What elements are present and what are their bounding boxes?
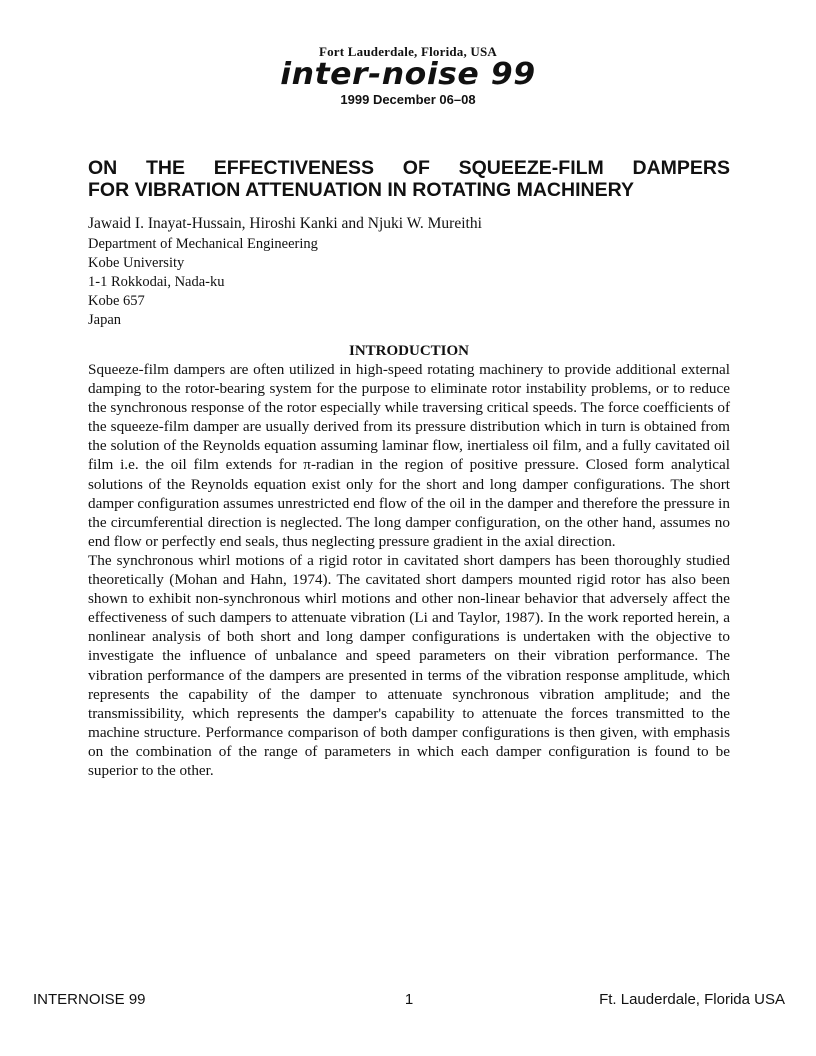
footer-location: Ft. Lauderdale, Florida USA [599,991,785,1008]
conference-header [0,44,816,109]
affiliation-department: Department of Mechanical Engineering [88,236,318,252]
section-heading: INTRODUCTION [348,343,469,359]
affiliation-street: 1-1 Rokkodai, Nada-ku [88,274,225,290]
page-number: 1 [404,991,414,1008]
page-footer [33,990,785,1010]
affiliation-country: Japan [88,312,122,328]
internoise-logo: inter-noise 99 [280,57,536,92]
introduction-body [88,360,730,780]
footer-conference-name: INTERNOISE 99 [33,991,146,1008]
paragraph: The synchronous whirl motions of a rigid rotor in cavitated short dampers has been thoroughly studied theoretically (Mohan and Hahn, 1974). The cavitated short dampers mounted rigid rotor has also been shown to exhibit non-synchronous whirl motions and other non-linear behavior that adversely affect the effectiveness of such dampers to attenuate vibration (Li and Taylor, 1987). In the work reported herein, a nonlinear analysis of both short and long damper configurations is undertaken with the objective to investigate the influence of unbalance and speed parameters on their vibration performance. The vibration performance of the dampers are presented in terms of the vibration response amplitude, which represents the capability of the damper to attenuate synchronous vibration amplitude; and the transmissibility, which represents the damper's capability to attenuate the forces transmitted to the machine structure. Performance comparison of both damper configurations is then given, with emphasis on the combination of the range of parameters in which each damper configuration is found to be superior to the other. [88,551,730,779]
paper-title [88,157,730,201]
author-list: Jawaid I. Inayat-Hussain, Hiroshi Kanki and Njuki W. Mureithi [88,215,482,232]
paper-title-line-2: FOR VIBRATION ATTENUATION IN ROTATING MACHINERY [88,179,634,201]
paper-title-line-1: ON THE EFFECTIVENESS OF SQUEEZE-FILM DAMPERS [88,157,730,179]
affiliation-university: Kobe University [88,255,185,271]
affiliation-city: Kobe 657 [88,293,145,309]
conference-location: Fort Lauderdale, Florida, USA [318,44,498,59]
affiliation-block [88,235,318,330]
conference-dates: 1999 December 06–08 [340,92,476,107]
paragraph: Squeeze-film dampers are often utilized in high-speed rotating machinery to provide additional external damping to the rotor-bearing system for the purpose to eliminate rotor instability problems, or to reduce the synchronous response of the rotor especially while traversing critical speeds. The force coefficients of the squeeze-film damper are usually derived from its pressure distribution which in turn is obtained from the solution of the Reynolds equation assuming laminar flow, inertialess oil film, and a fully cavitated oil film i.e. the oil film extends for π-radian in the region of positive pressure. Closed form analytical solutions of the Reynolds equation exist only for the short and long damper configurations. The short damper configuration assumes unrestricted end flow of the oil in the damper and therefore the pressure in the circumferential direction is neglected. The long damper configuration, on the other hand, assumes no end flow or perfectly end seals, thus neglecting pressure gradient in the axial direction. [88,361,730,550]
